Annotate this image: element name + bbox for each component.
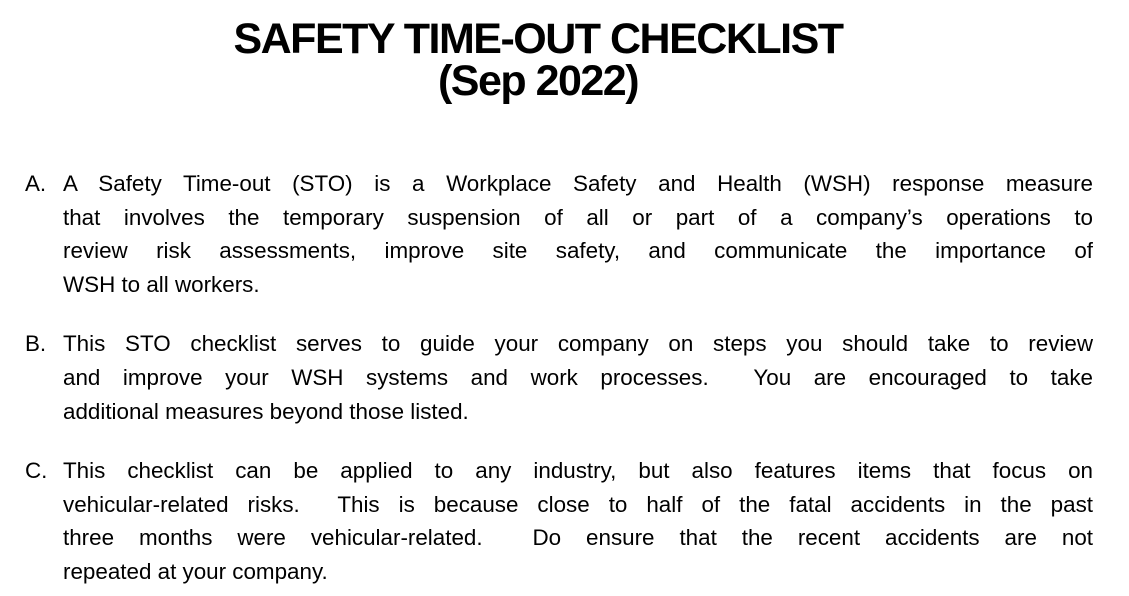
paragraph-label: A. bbox=[25, 171, 47, 196]
text-line: additional measures beyond those listed. bbox=[63, 398, 469, 424]
paragraph-list bbox=[0, 167, 1129, 589]
paragraph-label: B. bbox=[25, 331, 47, 357]
text-line: WSH to all workers. bbox=[63, 271, 260, 297]
document-header bbox=[0, 15, 1076, 105]
document-page bbox=[0, 15, 1129, 596]
text-line: and improve your WSH systems and work processes. You are encouraged to take bbox=[63, 364, 1093, 390]
page-title bbox=[0, 15, 1076, 105]
paragraph bbox=[25, 454, 1093, 588]
paragraph bbox=[25, 167, 1093, 301]
text-line: repeated at your company. bbox=[63, 558, 328, 584]
text-line: vehicular-related risks. This is because close to half of the fatal accidents in the past bbox=[63, 491, 1093, 517]
text-line: that involves the temporary suspension of all or part of a company’s operations to bbox=[63, 204, 1093, 230]
text-line: A Safety Time-out (STO) is a Workplace Safety and Health (WSH) response measure bbox=[63, 171, 1093, 196]
title-line-2: (Sep 2022) bbox=[437, 57, 639, 105]
paragraph bbox=[25, 327, 1093, 428]
paragraph-text bbox=[63, 327, 1093, 428]
text-line: This checklist can be applied to any industry, but also features items that focus on bbox=[63, 458, 1093, 484]
paragraph-label: C. bbox=[25, 458, 48, 484]
paragraph-text bbox=[63, 167, 1093, 301]
text-line: This STO checklist serves to guide your company on steps you should take to review bbox=[63, 331, 1093, 357]
text-line: review risk assessments, improve site safety, and communicate the importance of bbox=[63, 238, 1093, 264]
title-line-1: SAFETY TIME-OUT CHECKLIST bbox=[233, 15, 843, 63]
text-line: three months were vehicular-related. Do ensure that the recent accidents are not bbox=[63, 525, 1093, 551]
paragraph-text bbox=[63, 454, 1093, 588]
